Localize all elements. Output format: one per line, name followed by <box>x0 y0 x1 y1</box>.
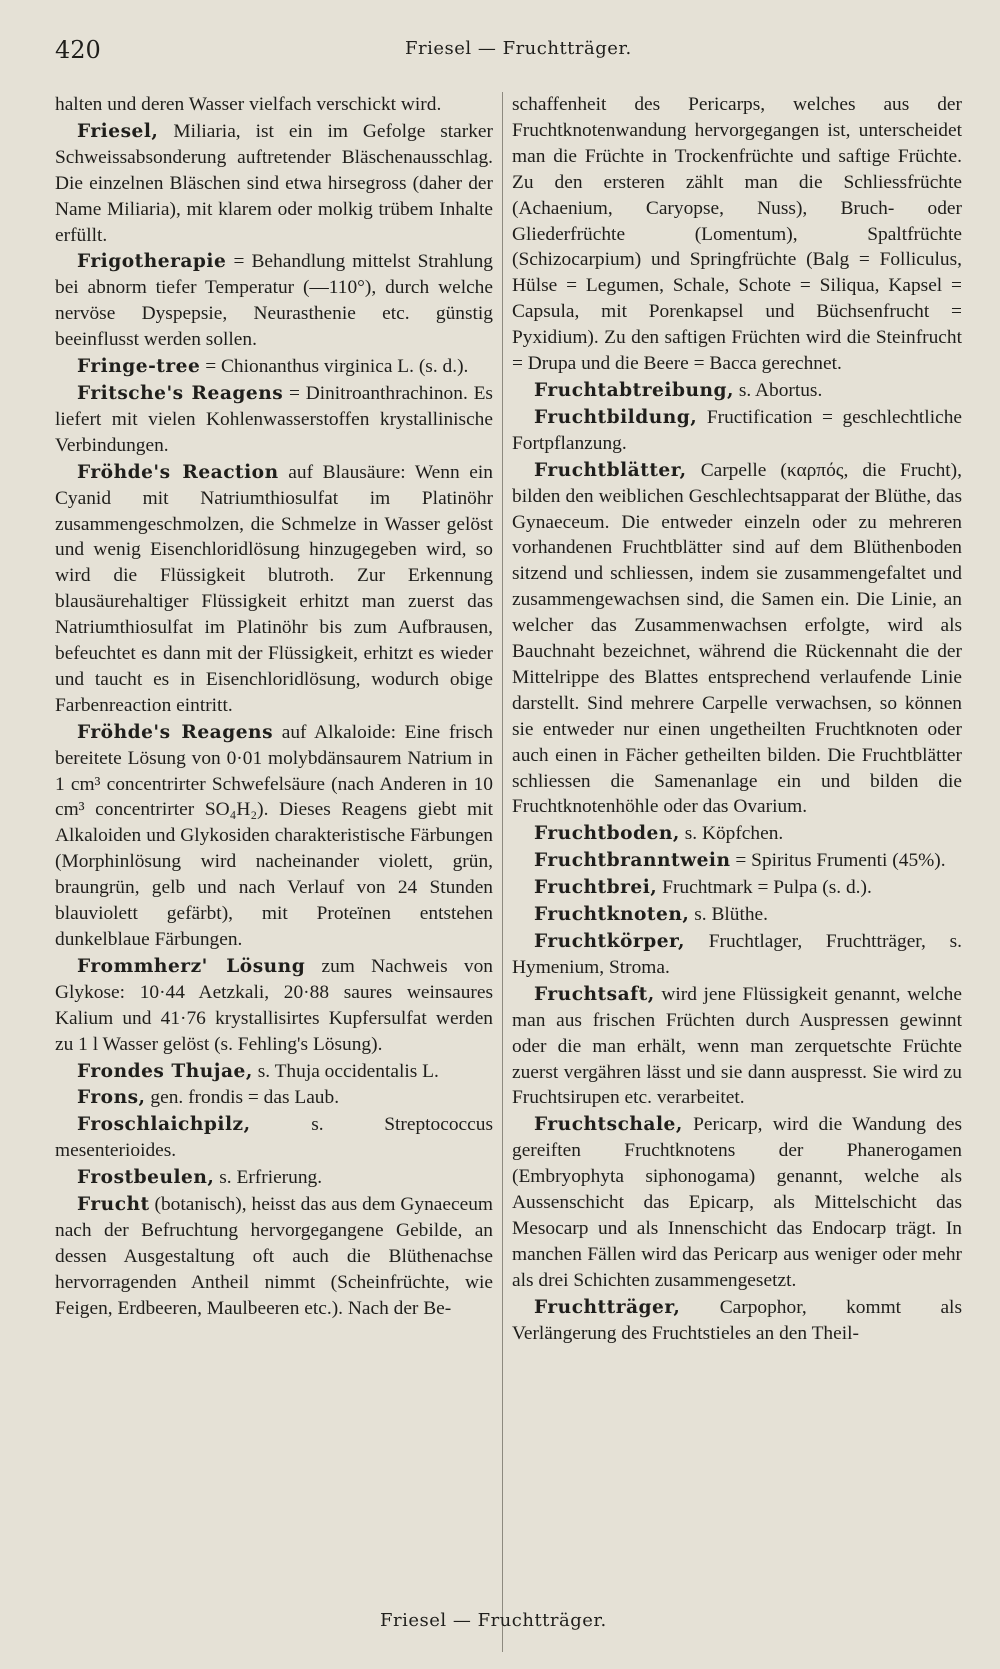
dictionary-entry <box>512 458 962 821</box>
entry-headword: Fruchtbildung, <box>534 406 698 428</box>
entry-headword: Frons, <box>77 1087 146 1109</box>
entry-headword: Fröhde's Reaction <box>77 461 279 483</box>
dictionary-entry <box>512 902 962 928</box>
entry-text: Carpelle (καρπός, die Frucht), bilden den weiblichen Geschlechtsapparat der Blüthe, das Gynaeceum. Die entweder einzeln oder zu mehreren vorhandenen Fruchtblätter sind auf dem Blüthenboden sitzend und schliessen, indem sie zusammengefaltet und zusammengewachsen sind, die Samen ein. Die Linie, an welcher das Zusammenwachsen erfolgte, wird als Bauchnaht bezeichnet, während die Rückennaht die der Mittelrippe des Blattes entsprechend verlaufende Linie darstellt. Sind mehrere Carpelle verwachsen, so können sie entweder nur einen ungetheilten Fruchtknoten oder auch einen in Fächer getheilten bilden. Die Fruchtblätter schliessen die Samenanlage ein und bilden die Fruchtknotenhöhle oder das Ovarium. <box>512 459 962 818</box>
entry-headword: Fruchtträger, <box>534 1296 681 1318</box>
dictionary-entry <box>512 821 962 847</box>
entry-headword: Fruchtschale, <box>534 1114 683 1136</box>
dictionary-entry <box>512 848 962 874</box>
dictionary-entry <box>512 929 962 981</box>
dictionary-entry <box>512 1295 962 1347</box>
dictionary-entry <box>55 249 493 353</box>
entry-text: Miliaria, ist ein im Gefolge starker Schweissabsonderung auftretender Bläschenausschlag. Die einzelnen Bläschen sind etwa hirsegross (daher der Name Miliaria), mit klarem oder molkig trübem Inhalte erfüllt. <box>55 120 493 246</box>
entry-headword: Fruchtknoten, <box>534 904 690 926</box>
dictionary-entry <box>55 954 493 1058</box>
entry-text: s. Erfrierung. <box>219 1167 323 1189</box>
dictionary-entry <box>55 460 493 719</box>
entry-text: Pericarp, wird die Wandung des gereiften Fruchtknotens der Phanerogamen (Embryophyta siphonogama) genannt, welche als Aussenschicht das Epicarp, als Mittelschicht das Mesocarp und als Innenschicht das Endocarp trägt. In manchen Fällen wird das Pericarp aus weniger oder mehr als drei Schichten zusammengesetzt. <box>512 1114 962 1291</box>
dictionary-entry <box>55 1112 493 1164</box>
dictionary-entry <box>55 1165 493 1191</box>
entry-text: Fructification = geschlechtliche Fortpflanzung. <box>512 406 962 454</box>
entry-text: Fruchtmark = Pulpa (s. d.). <box>662 877 872 899</box>
entry-text: s. Köpfchen. <box>684 823 784 845</box>
entry-text: s. Thuja occidentalis L. <box>257 1060 439 1082</box>
entry-headword: Fruchtkörper, <box>534 931 685 952</box>
dictionary-entry <box>55 1059 493 1085</box>
dictionary-entry <box>55 720 493 953</box>
entry-text: = Behandlung mittelst Strahlung bei abnorm tiefer Temperatur (—110°), durch welche nervöse Dyspepsie, Neurasthenie etc. günstig beeinflusst werden sollen. <box>55 251 493 351</box>
entry-text: schaffenheit des Pericarps, welches aus der Fruchtknotenwandung hervorgegangen ist, unterscheidet man die Früchte in Trockenfrüchte und saftige Früchte. Zu den ersteren zählt man die Schliessfrüchte (Achaenium, Caryopse, Nuss), Bruch- oder Gliederfrüchte (Lomentum), Spaltfrüchte (Schizocarpium) und Springfrüchte (Balg = Folliculus, Hülse = Legumen, Schale, Schote = Siliqua, Kapsel = Capsula, mit Porenkapsel und Büchsenfrucht = Pyxidium). Zu den saftigen Früchten wird die Steinfrucht = Drupa und die Beere = Bacca gerechnet. <box>512 94 962 375</box>
entry-text: Carpophor, kommt als Verlängerung des Fruchtstieles an den Theil- <box>512 1296 962 1344</box>
dictionary-entry <box>512 982 962 1112</box>
entry-text: auf Blausäure: Wenn ein Cyanid mit Natriumthiosulfat im Platinöhr zusammengeschmolzen, die Schmelze in Wasser gelöst und wenig Eisenchloridlösung hinzugegeben wird, so wird die Flüssigkeit blutroth. Zur Erkennung blausäurehaltiger Flüssigkeit erhitzt man zuerst das Natriumthiosulfat im Platinöhr bis zum Aufbrausen, befeuchtet es dann mit der Flüssigkeit, erhitzt es wieder und taucht es in Eisenchloridlösung, wodurch obige Farbenreaction eintritt. <box>55 461 494 716</box>
entry-headword: Frucht <box>77 1194 150 1216</box>
entry-headword: Fröhde's Reagens <box>77 721 274 743</box>
entry-headword: Frommherz' Lösung <box>77 955 306 977</box>
entry-text: halten und deren Wasser vielfach verschickt wird. <box>55 94 442 115</box>
entry-text: Fruchtlager, Fruchtträger, s. Hymenium, Stroma. <box>512 931 962 978</box>
dictionary-entry <box>55 354 493 380</box>
entry-headword: Fruchtabtreibung, <box>534 379 734 401</box>
dictionary-entry <box>55 92 493 118</box>
dictionary-entry <box>512 405 962 457</box>
entry-headword: Fruchtboden, <box>534 823 680 845</box>
entry-text: = Spiritus Frumenti (45%). <box>735 850 946 872</box>
dictionary-entry <box>55 1085 493 1111</box>
entry-headword: Fruchtsaft, <box>534 983 655 1005</box>
entry-text: s. Blüthe. <box>694 904 768 926</box>
running-foot: Friesel — Fruchtträger. <box>380 1610 607 1631</box>
entry-text: wird jene Flüssigkeit genannt, welche man aus frischen Früchten durch Auspressen gewinnt oder die man erhält, wenn man zerquetschte Früchte zuerst vergähren lässt und sie dann auspresst. Sie wird zu Fruchtsirupen etc. verarbeitet. <box>512 983 962 1109</box>
entry-headword: Frondes Thujae, <box>77 1060 253 1082</box>
entry-headword: Fruchtbranntwein <box>534 850 731 872</box>
entry-text: (botanisch), heisst das aus dem Gynaeceum nach der Befruchtung hervorgegangene Gebilde, an dessen Ausgestaltung oft auch die Blüthenachse hervorragenden Antheil nimmt (Scheinfrüchte, wie Feigen, Erdbeeren, Maulbeeren etc.). Nach der Be- <box>55 1194 493 1319</box>
column-divider <box>502 92 503 1652</box>
entry-headword: Froschlaichpilz, <box>77 1114 251 1136</box>
entry-headword: Frigotherapie <box>77 251 227 273</box>
entry-headword: Fritsche's Reagens <box>77 382 284 404</box>
entry-text: gen. frondis = das Laub. <box>150 1087 340 1109</box>
entry-headword: Fringe-tree <box>77 356 201 378</box>
entry-text: = Dinitroanthrachinon. Es liefert mit vielen Kohlenwasserstoffen krystallinische Verbindungen. <box>55 382 493 456</box>
left-column <box>55 92 493 1323</box>
dictionary-entry <box>512 92 962 377</box>
dictionary-entry <box>55 1192 493 1322</box>
entry-headword: Friesel, <box>77 120 159 142</box>
entry-headword: Fruchtblätter, <box>534 459 687 481</box>
dictionary-entry <box>512 875 962 901</box>
entry-text: auf Alkaloide: Eine frisch bereitete Lösung von 0·01 molybdänsaurem Natrium in 1 cm³ concentrirter Schwefelsäure (nach Anderen in 10 cm³ concentrirter SO₄H₂). Dieses Reagens giebt mit Alkaloiden und Glykosiden charakteristische Färbungen (Morphinlösung wird nacheinander violett, grün, braungrün, gelb und nach Verlauf von 24 Stunden blauviolett gefärbt), mit Proteïnen entstehen dunkelblaue Färbungen. <box>55 721 493 950</box>
running-head: Friesel — Fruchtträger. <box>405 38 632 59</box>
entry-text: zum Nachweis von Glykose: 10·44 Aetzkali, 20·88 saures weinsaures Kalium und 41·76 krystallisirtes Kupfersulfat werden zu 1 l Wasser gelöst (s. Fehling's Lösung). <box>55 955 493 1055</box>
dictionary-entry <box>55 381 493 459</box>
entry-text: s. Streptococcus mesenterioides. <box>55 1114 493 1162</box>
entry-headword: Frostbeulen, <box>77 1167 215 1189</box>
right-column <box>512 92 962 1348</box>
page-number: 420 <box>55 36 101 64</box>
entry-headword: Fruchtbrei, <box>534 877 658 899</box>
dictionary-entry <box>512 378 962 404</box>
dictionary-entry <box>55 119 493 249</box>
entry-text: = Chionanthus virginica L. (s. d.). <box>205 356 469 378</box>
dictionary-entry <box>512 1112 962 1293</box>
entry-text: s. Abortus. <box>738 379 823 401</box>
